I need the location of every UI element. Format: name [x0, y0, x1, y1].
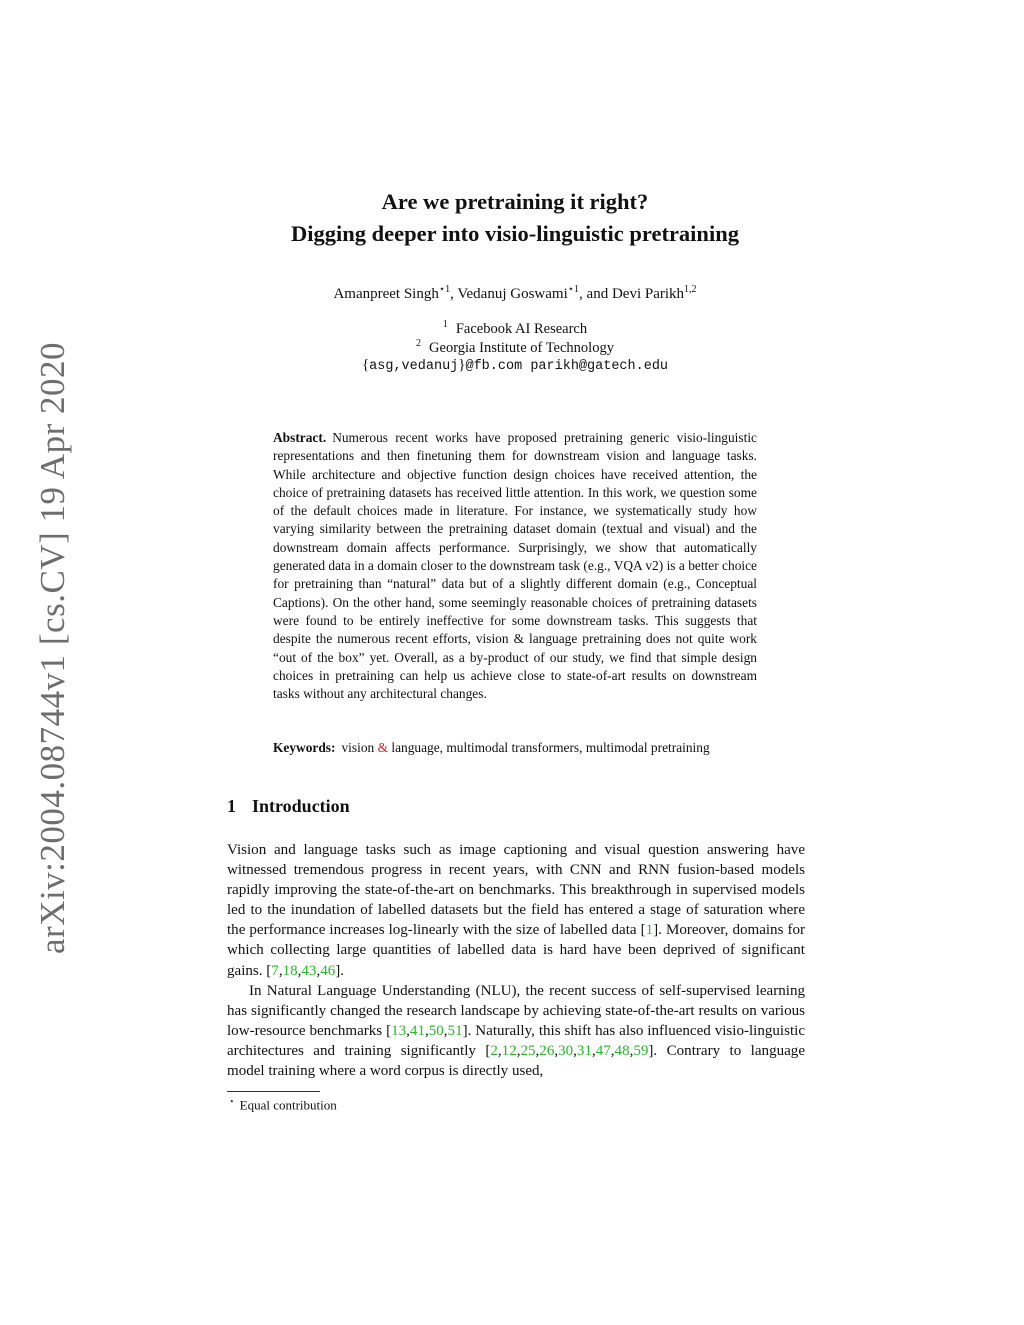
email-brace-open: { [361, 357, 370, 373]
citation-link[interactable]: 43 [301, 962, 317, 979]
citation-link[interactable]: 26 [539, 1042, 555, 1059]
citation-separator: , [535, 1042, 540, 1059]
citation-separator: , [297, 962, 302, 979]
arxiv-identifier: arXiv:2004.08744v1 [cs.CV] 19 Apr 2020 [33, 341, 72, 955]
citation-link[interactable]: 25 [520, 1042, 536, 1059]
author-marker: 1,2 [684, 284, 697, 295]
affiliation-mark: 1 [442, 319, 448, 330]
email-brace-close: } [458, 357, 466, 373]
author-emails [0, 357, 1024, 374]
citation-link[interactable]: 59 [633, 1042, 649, 1059]
keywords-label: Keywords: [273, 740, 336, 755]
section-title: Introduction [252, 796, 350, 816]
affiliation-1 [0, 319, 1024, 338]
email-users: asg,vedanuj [369, 359, 459, 374]
section-number: 1 [227, 796, 236, 816]
abstract-text: Numerous recent works have proposed pretraining generic visio-linguistic representations and then finetuning them for downstream vision and language tasks. While architecture and objective function design choices have received attention, the choice of pretraining datasets has received little attention. In this work, we question some of the default choices made in literature. For instance, we systematically study how varying similarity between the pretraining dataset domain (textual and visual) and the downstream domain affects performance. Surprisingly, we show that automatically generated data in a domain closer to the downstream task (e.g., VQA v2) is a better choice for pretraining than “natural” data but of a slightly different domain (e.g., Conceptual Captions). On the other hand, some seemingly reasonable choices of pretraining datasets were found to be entirely ineffective for some downstream tasks. This suggests that despite the numerous recent efforts, vision & language pretraining does not quite work “out of the box” yet. Overall, as a by-product of our study, we find that simple design choices in pretraining can help us achieve close to state-of-art results on downstream tasks without any architectural changes. [273, 430, 757, 702]
author-separator: , [450, 286, 458, 302]
citation-group [391, 1023, 462, 1039]
abstract [273, 429, 757, 703]
citation-group [490, 1043, 648, 1059]
author-name: Devi Parikh [611, 286, 685, 302]
citation-link[interactable]: 47 [595, 1042, 611, 1059]
footnote-rule [227, 1091, 320, 1092]
citation-link[interactable]: 12 [501, 1042, 517, 1059]
citation-link[interactable]: 46 [320, 962, 336, 979]
author-marker: ⋆1 [438, 284, 451, 295]
citation-separator: , [406, 1022, 410, 1039]
paper-title-line1: Are we pretraining it right? [381, 189, 649, 214]
citation-separator: , [424, 1022, 429, 1039]
keywords [273, 740, 773, 756]
citation-group [271, 963, 335, 979]
affiliation-name: Facebook AI Research [455, 320, 588, 337]
paragraph-text: In Natural Language Understanding (NLU), the recent success of self-supervised learning has significantly changed the research landscape by achieving state-of-the-art results on various low-resource benchmarks [ [227, 982, 805, 1039]
footnote-mark: ⋆ [229, 1096, 235, 1106]
citation-separator: , [573, 1042, 577, 1059]
footnote [229, 1096, 337, 1113]
affiliation-2 [0, 338, 1024, 357]
citation-link[interactable]: 13 [391, 1022, 407, 1039]
affiliation-name: Georgia Institute of Technology [429, 339, 614, 356]
citation-separator: , [629, 1042, 634, 1059]
affiliation-mark: 2 [416, 338, 422, 349]
email-second: parikh@gatech.edu [530, 359, 669, 374]
paragraph-text: ]. Moreover, domains for which collecting large quantities of labelled data is hard have been deprived of significant gains. [ [227, 922, 805, 979]
citation-link[interactable]: 41 [409, 1022, 425, 1039]
paragraph-text: ]. [335, 962, 345, 979]
citation-link[interactable]: 48 [614, 1042, 630, 1059]
citation-separator: , [554, 1042, 559, 1059]
author-marker: ⋆1 [567, 284, 580, 295]
citation-separator: , [591, 1042, 596, 1059]
paper-title-line2: Digging deeper into visio-linguistic pretraining [291, 221, 739, 246]
email-domain: @fb.com [465, 359, 523, 374]
paragraph-1 [227, 840, 805, 981]
citation-link[interactable]: 31 [576, 1042, 592, 1059]
author-name: Vedanuj Goswami [457, 286, 568, 302]
citation-separator: , [278, 962, 283, 979]
citation-link[interactable]: 18 [282, 962, 298, 979]
footnote-text: Equal contribution [239, 1097, 337, 1113]
citation-link[interactable]: 2 [490, 1042, 498, 1059]
author-name: Amanpreet Singh [333, 286, 439, 302]
author-list [0, 284, 1024, 303]
citation-link[interactable]: 50 [428, 1022, 444, 1039]
citation-link[interactable]: 1 [645, 922, 654, 939]
citation-link[interactable]: 7 [271, 962, 279, 979]
paragraph-2 [227, 981, 805, 1081]
citation-separator: , [610, 1042, 615, 1059]
author-separator: , and [579, 286, 612, 302]
paragraph-text: ]. Naturally, this shift has also influenced visio-linguistic architectures and training significantly [ [227, 1022, 806, 1059]
keywords-ampersand: & [377, 740, 388, 755]
citation-separator: , [516, 1042, 521, 1059]
keywords-part1: vision [341, 740, 378, 755]
citation-separator: , [443, 1022, 448, 1039]
citation-link[interactable]: 51 [447, 1022, 463, 1039]
paragraph-text: Vision and language tasks such as image captioning and visual question answering have witnessed tremendous progress in recent years, with CNN and RNN fusion-based models rapidly improving the state-of-the-art on benchmarks. This breakthrough in supervised models led to the inundation of labelled datasets but the field has entered a stage of saturation where the performance increases log-linearly with the size of labelled data [ [227, 842, 805, 939]
citation-separator: , [497, 1042, 502, 1059]
abstract-label: Abstract. [273, 430, 327, 445]
introduction-body [227, 840, 805, 1081]
section-heading [227, 796, 350, 817]
citation-link[interactable]: 30 [558, 1042, 574, 1059]
keywords-part2: language, multimodal transformers, multimodal pretraining [388, 740, 710, 755]
citation-separator: , [316, 962, 321, 979]
paragraph-text: ]. Contrary to language model training where a word corpus is directly used, [227, 1042, 805, 1080]
